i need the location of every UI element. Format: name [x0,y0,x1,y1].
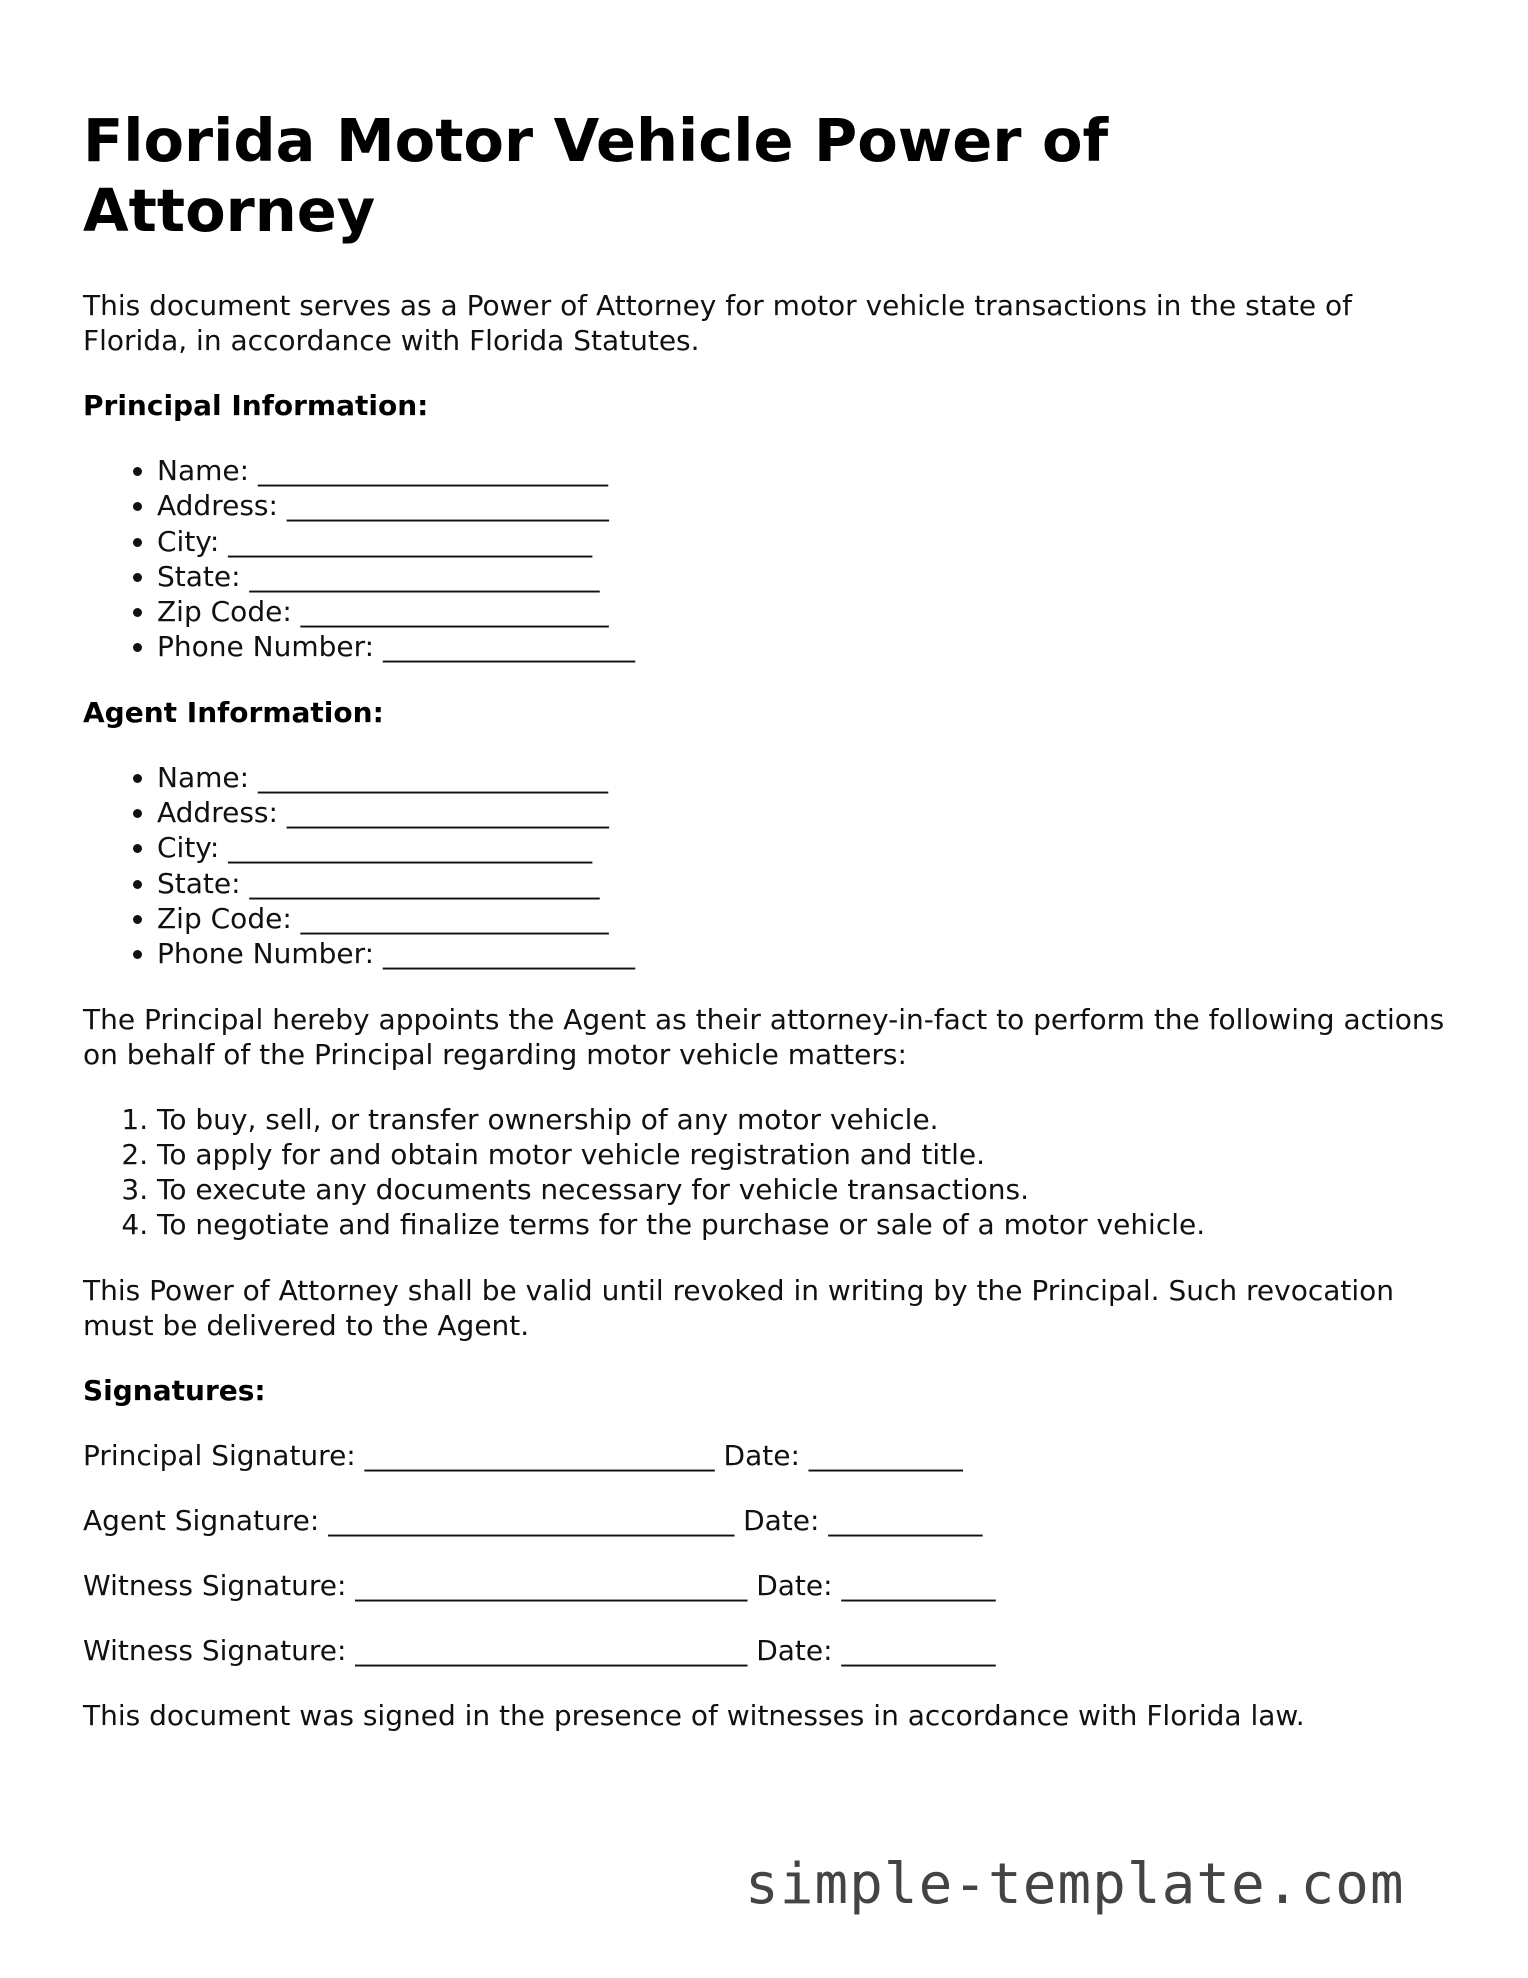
principal-address-field: • Address: _______________________ [157,488,1463,523]
power-item: 1. To buy, sell, or transfer ownership of any motor vehicle. [157,1102,1463,1137]
agent-address-field: • Address: _______________________ [157,795,1463,830]
validity-paragraph: This Power of Attorney shall be valid until revoked in writing by the Principal. Such revocation must be delivered to the Agent. [83,1273,1395,1342]
intro-paragraph: This document serves as a Power of Attorney for motor vehicle transactions in the state of Florida, in accordance with Florida Statutes. [83,289,1352,357]
appointment-paragraph: The Principal hereby appoints the Agent as their attorney-in-fact to perform the following actions on behalf of the Principal regarding motor vehicle matters: [83,1002,1445,1071]
power-item: 3. To execute any documents necessary for vehicle transactions. [157,1172,1463,1207]
principal-state-field: • State: _________________________ [157,559,1463,594]
powers-list [83,1102,1463,1243]
agent-signature-line: Agent Signature: _____________________________ Date: ___________ [83,1503,983,1537]
principal-info-list [83,453,1463,665]
power-item: 4. To negotiate and finalize terms for the purchase or sale of a motor vehicle. [157,1207,1463,1242]
agent-zip-field: • Zip Code: ______________________ [157,901,1463,936]
principal-name-field: • Name: _________________________ [157,453,1463,488]
site-watermark: simple-template.com [745,1852,1405,1917]
signatures-heading: Signatures: [83,1373,266,1407]
agent-phone-field: • Phone Number: __________________ [157,936,1463,971]
document-title: Florida Motor Vehicle Power of Attorney [83,106,1109,245]
principal-phone-field: • Phone Number: __________________ [157,629,1463,664]
agent-city-field: • City: __________________________ [157,830,1463,865]
principal-city-field: • City: __________________________ [157,524,1463,559]
witness-signature-line-1: Witness Signature: ____________________________ Date: ___________ [83,1568,996,1602]
principal-info-heading: Principal Information: [83,389,429,422]
witness-signature-line-2: Witness Signature: ____________________________ Date: ___________ [83,1633,996,1667]
agent-info-heading: Agent Information: [83,695,384,729]
principal-zip-field: • Zip Code: ______________________ [157,594,1463,629]
agent-state-field: • State: _________________________ [157,866,1463,901]
agent-info-list [83,760,1463,972]
principal-signature-line: Principal Signature: _________________________ Date: ___________ [83,1438,963,1472]
power-item: 2. To apply for and obtain motor vehicle registration and title. [157,1137,1463,1172]
agent-name-field: • Name: _________________________ [157,760,1463,795]
document-page [83,106,1463,1763]
closing-paragraph: This document was signed in the presence of witnesses in accordance with Florida law. [83,1698,1305,1732]
